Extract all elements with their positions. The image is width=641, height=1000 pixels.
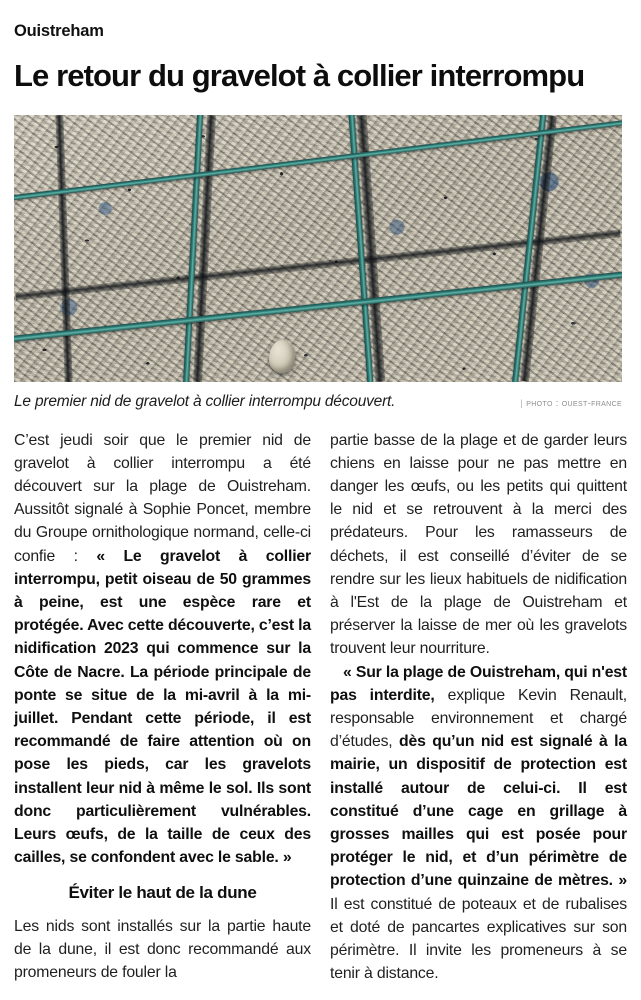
- credit-separator: |: [520, 397, 524, 409]
- body-quote-close: dès qu’un nid est signalé à la mairie, un dispositif de protection est installé autour de celui-ci. Il est constitué d’une cage en grillage à grosses mailles qui est posée pour protéger le nid, et d’un périmètre de protection d’une quinzaine de mètres. »: [330, 733, 627, 890]
- body-text: Les nids sont installés sur la partie haute de la dune, il est donc recommandé aux promeneurs de fouler la: [14, 917, 311, 982]
- body-text: partie basse de la plage et de garder leurs chiens en laisse pour ne pas mettre en danger les œufs, ou les petits qui quittent le nid et se retrouvent à la merci des prédateurs. Pour les ramasseurs de déchets, il est conseillé d’éviter de se rendre sur les lieux habituels de nidification à l'Est de la plage de Ouistreham et préserver la laisse de mer où les gravelots trouvent leur nourriture.: [330, 431, 627, 658]
- paragraph: [330, 661, 627, 986]
- article-column-left: [14, 429, 311, 986]
- paragraph: [330, 429, 627, 661]
- article-kicker: Ouistreham: [14, 22, 104, 40]
- article-photo: [14, 115, 622, 382]
- page-title: Le retour du gravelot à collier interrompu: [14, 58, 585, 94]
- section-subheading: Éviter le haut de la dune: [68, 883, 257, 903]
- body-text: Il est constitué de poteaux et de rubalises et doté de pancartes explicatives sur son périmètre. Il invite les promeneurs à se tenir à distance.: [330, 895, 627, 983]
- credit-text: photo : ouest-france: [526, 397, 622, 409]
- paragraph: [14, 915, 311, 985]
- article-body: [14, 429, 627, 986]
- body-text: C’est jeudi soir que le premier nid de gravelot à collier interrompu a été découvert sur la plage de Ouistreham. Aussitôt signalé à Sophie Poncet, membre du Groupe ornithologique normand, celle-ci confie :: [14, 431, 311, 565]
- photo-credit: [520, 398, 622, 409]
- quote-attribution: explique Kevin Renault, responsable environnement et chargé d’études,: [330, 686, 628, 751]
- body-quote-open: « Sur la plage de Ouistreham, qui n'est pas interdite,: [330, 663, 627, 704]
- photo-caption-row: [14, 393, 622, 411]
- paragraph: [14, 429, 311, 870]
- article-column-right: [330, 429, 627, 986]
- plover-egg: [269, 340, 295, 373]
- photo-caption: Le premier nid de gravelot à collier interrompu découvert.: [14, 392, 396, 410]
- body-quote: « Le gravelot à collier interrompu, petit oiseau de 50 grammes à peine, est une espèce rare et protégée. Avec cette découverte, c’est la nidification 2023 qui commence sur la Côte de Nacre. La période principale de ponte se situe de la mi-avril à la mi-juillet. Pendant cette période, il est recommandé de faire attention où on pose les pieds, car les gravelots installent leur nid à même le sol. Ils sont donc particulièrement vulnérables. Leurs œufs, de la taille de ceux des cailles, se confondent avec le sable. »: [14, 547, 311, 867]
